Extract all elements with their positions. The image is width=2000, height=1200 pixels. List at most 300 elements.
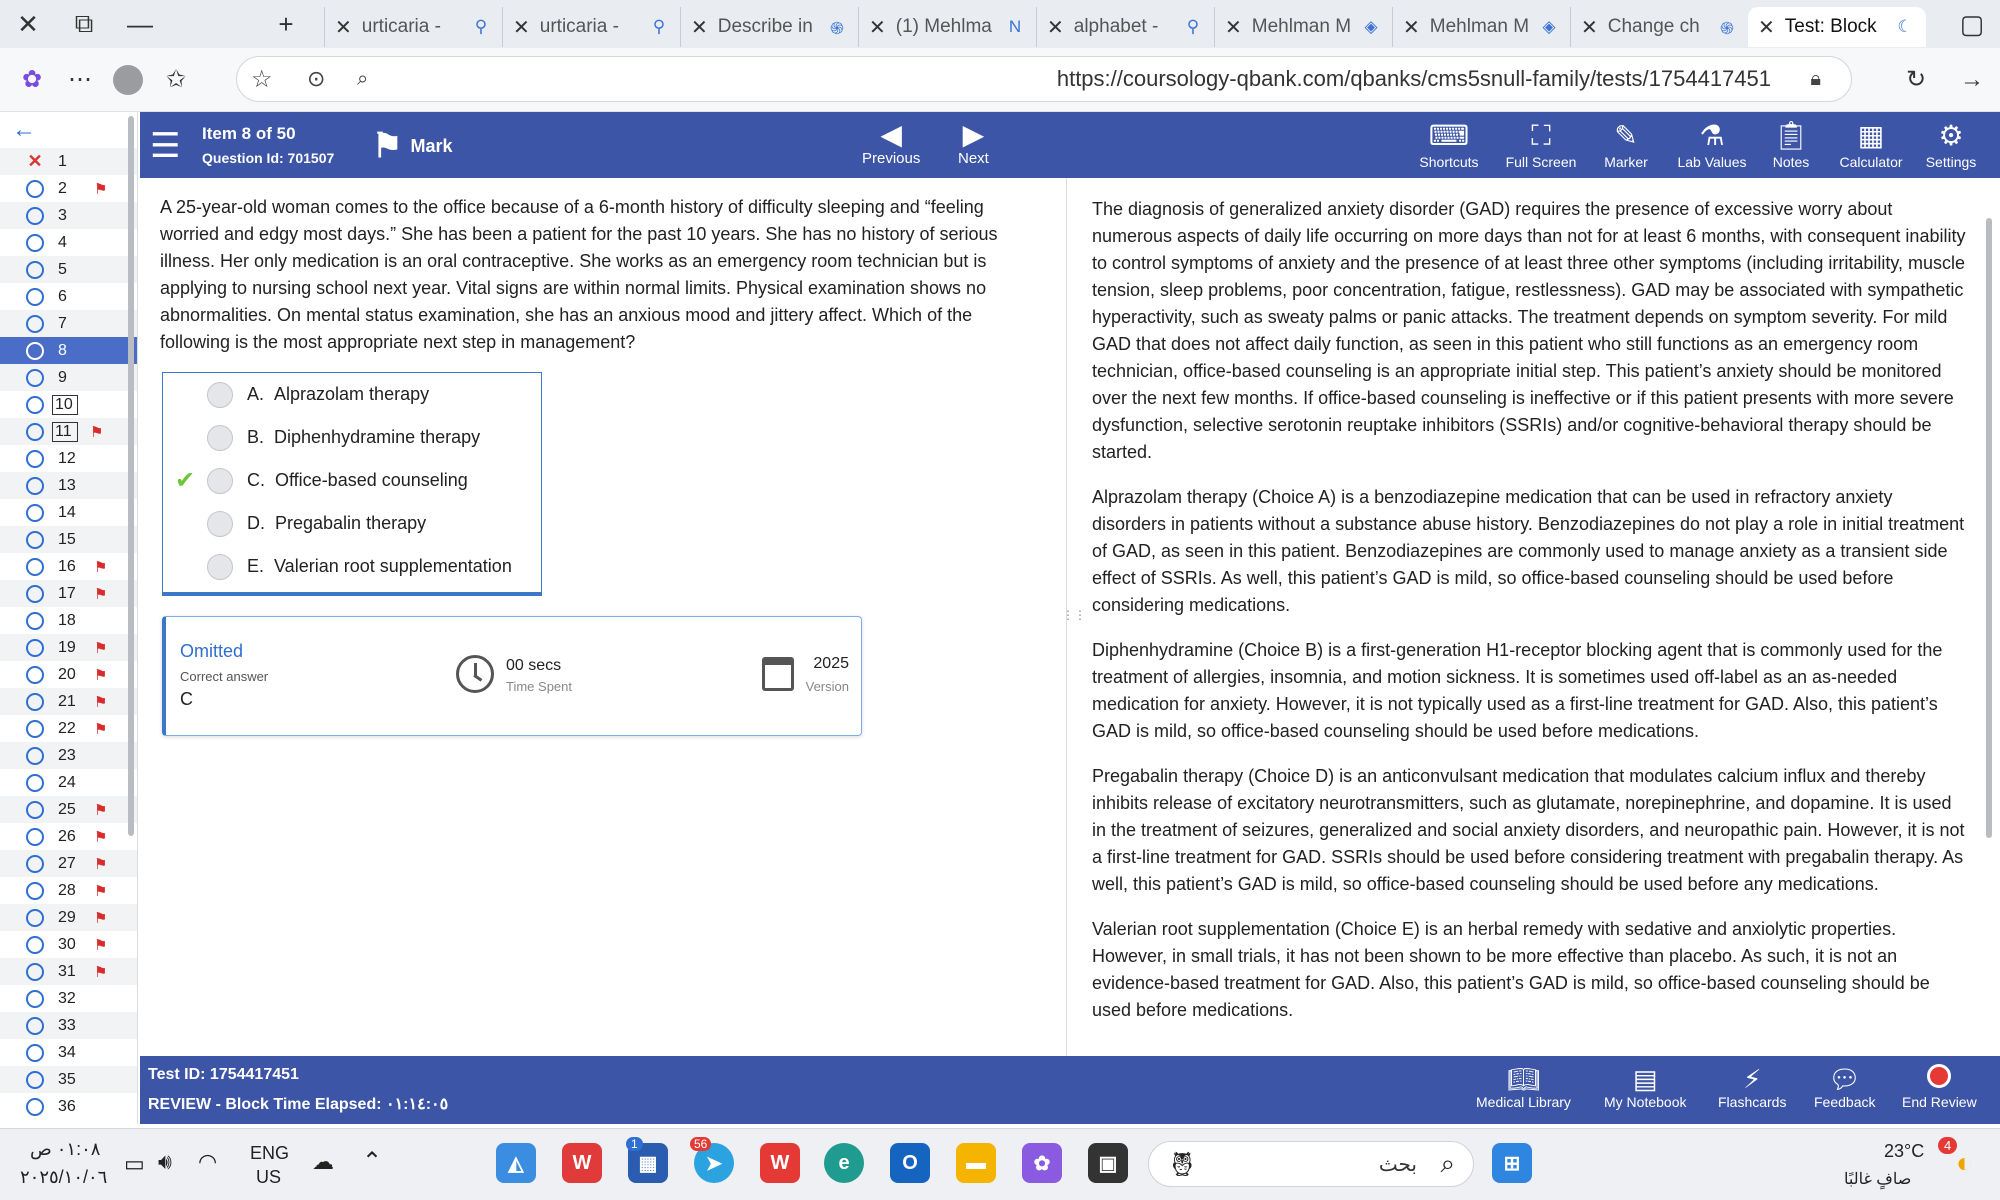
lab-values-label: Lab Values: [1677, 154, 1747, 170]
question-number: 27: [58, 854, 76, 872]
question-number: 10: [52, 395, 78, 415]
question-nav-item[interactable]: [0, 661, 137, 688]
result-card: [162, 616, 862, 736]
status-circle-icon: [26, 450, 44, 468]
settings-label: Settings: [1925, 154, 1977, 170]
question-nav-item[interactable]: [0, 175, 137, 202]
question-number: 30: [58, 935, 76, 953]
favorite-star-icon[interactable]: ☆: [251, 65, 273, 93]
question-nav-item[interactable]: [0, 148, 137, 175]
lock-icon: 🔒︎: [1810, 67, 1821, 90]
feedback-label: Feedback: [1814, 1094, 1876, 1110]
tab-title: Change ch: [1607, 16, 1700, 37]
marker-button[interactable]: [1581, 118, 1671, 170]
my-notebook-label: My Notebook: [1604, 1094, 1687, 1110]
question-number: 31: [58, 962, 76, 980]
notion-icon: N: [1008, 17, 1022, 36]
close-tab-icon[interactable]: ✕: [869, 16, 886, 39]
omitted-status: Omitted: [180, 641, 244, 661]
question-nav-item[interactable]: [0, 418, 137, 445]
status-circle-icon: [26, 315, 44, 333]
choice-text: Alprazolam therapy: [274, 384, 430, 404]
question-number: 22: [58, 719, 76, 737]
question-number: 28: [58, 881, 76, 899]
marker-label: Marker: [1604, 154, 1648, 170]
question-nav-item[interactable]: [0, 391, 137, 418]
status-circle-icon: [26, 585, 44, 603]
question-number: 17: [58, 584, 76, 602]
status-circle-icon: [26, 747, 44, 765]
question-number: 15: [58, 530, 76, 548]
more-icon[interactable]: ⋯: [68, 66, 92, 93]
search-icon: ⚲: [474, 17, 488, 36]
radio-button[interactable]: [207, 382, 233, 408]
question-number: 13: [58, 476, 76, 494]
explanation-paragraph: Diphenhydramine (Choice B) is a first-generation H1-receptor blocking agent that is commonly used for the treatment of allergies, insomnia, and motion sickness. It is sometimes used off-label as an as-needed medication for anxiety. However, it is not typically used as a first-line treatment for GAD. Also, this patient’s GAD is mild, so office-based counseling should be used before medications.: [1092, 640, 1943, 741]
question-nav-item[interactable]: [0, 958, 137, 985]
question-number: 19: [58, 638, 76, 656]
tab-title: urticaria -: [361, 16, 441, 37]
browser-tab[interactable]: [1392, 7, 1570, 47]
answer-choices: [162, 372, 542, 596]
explanation-paragraph: Alprazolam therapy (Choice A) is a benzodiazepine medication that can be used in refractory anxiety disorders in patients without a substance abuse history. Benzodiazepines do not play a role in initial treatment of GAD, as seen in this patient. Benzodiazepines are commonly used to manage anxiety as a transient side effect of SSRIs. As well, this patient’s GAD is mild, so office-based counseling should be used before considering medications.: [1092, 487, 1965, 615]
choice-text: Valerian root supplementation: [274, 556, 512, 576]
owl-icon: 🦉︎: [1167, 1151, 1198, 1178]
end-review-button[interactable]: [1902, 1064, 1977, 1110]
browser-tab[interactable]: [680, 7, 858, 47]
answer-choice[interactable]: [163, 373, 541, 416]
shortcuts-button[interactable]: [1404, 118, 1494, 170]
flag-icon: ⚑: [94, 585, 108, 603]
flag-icon: ⚑: [94, 855, 108, 873]
telegram-app-icon[interactable]: ➤: [694, 1143, 734, 1183]
question-number: 1: [58, 152, 67, 170]
status-circle-icon: [26, 666, 44, 684]
back-arrow-icon[interactable]: ←: [12, 116, 36, 143]
browser-tab[interactable]: [858, 7, 1036, 47]
question-nav-item[interactable]: [0, 202, 137, 229]
flag-icon: ⚑: [94, 180, 108, 198]
question-number: 20: [58, 665, 76, 683]
question-number: 14: [58, 503, 76, 521]
status-circle-icon: [26, 828, 44, 846]
calculator-label: Calculator: [1839, 154, 1903, 170]
os-taskbar: [0, 1128, 2000, 1200]
store-app-icon[interactable]: ▦: [628, 1143, 668, 1183]
mark-label: Mark: [410, 135, 453, 156]
new-tab-button[interactable]: +: [278, 8, 294, 39]
search-icon: ⚲: [652, 17, 666, 36]
question-nav-item[interactable]: [0, 472, 137, 499]
marker-icon: ✎: [1614, 120, 1638, 151]
browser-tab[interactable]: [1214, 7, 1392, 47]
question-number: 23: [58, 746, 76, 764]
battery-icon[interactable]: ▭: [124, 1151, 145, 1176]
speech-bubble-icon: 💬︎: [1828, 1064, 1862, 1094]
gear-icon: ⚙: [1938, 120, 1964, 151]
question-number: 5: [58, 260, 67, 278]
wifi-icon[interactable]: ◠: [198, 1149, 218, 1174]
question-nav-item[interactable]: [0, 1066, 137, 1093]
time-spent-label: Time Spent: [506, 679, 572, 694]
question-number: 33: [58, 1016, 76, 1034]
question-nav-item[interactable]: [0, 931, 137, 958]
question-nav-item[interactable]: [0, 877, 137, 904]
radio-button[interactable]: [207, 511, 233, 537]
status-circle-icon: [26, 180, 44, 198]
version-value: 2025: [813, 655, 849, 672]
temperature[interactable]: 23°C: [1884, 1141, 1925, 1161]
status-circle-icon: [26, 288, 44, 306]
status-circle-icon: [26, 1071, 44, 1089]
previous-arrow-icon: ◀: [880, 119, 902, 150]
time-spent-value: 00 secs: [506, 657, 562, 674]
photos-app-icon[interactable]: ◭: [496, 1143, 536, 1183]
question-nav-item[interactable]: [0, 985, 137, 1012]
tab-title: Mehlman M: [1251, 16, 1352, 37]
radio-button[interactable]: [207, 468, 233, 494]
status-circle-icon: [26, 1017, 44, 1035]
question-number: 24: [58, 773, 76, 791]
answer-choice[interactable]: [163, 502, 541, 545]
status-circle-icon: [26, 558, 44, 576]
next-arrow-icon: ▶: [962, 119, 985, 150]
question-nav-item[interactable]: [0, 634, 137, 661]
minimize-icon[interactable]: —: [127, 8, 153, 39]
forward-icon[interactable]: →: [1960, 65, 1984, 93]
favorites-icon[interactable]: ✩: [165, 66, 187, 93]
avatar[interactable]: [104, 56, 152, 104]
question-number: 11: [52, 422, 78, 442]
question-nav-item[interactable]: [0, 715, 137, 742]
version-label: Version: [805, 679, 849, 694]
question-nav-item[interactable]: [0, 553, 137, 580]
lab-flask-icon: ⚗: [1699, 120, 1725, 151]
tab-title: Test: Block: [1784, 16, 1877, 37]
medical-library-label: Medical Library: [1476, 1094, 1571, 1110]
cloud-icon[interactable]: ☁: [312, 1149, 334, 1174]
tab-actions-icon[interactable]: ▢: [1959, 8, 1985, 39]
browser-tab[interactable]: [324, 7, 502, 47]
book-icon: 📖︎: [1506, 1064, 1540, 1094]
cube-icon: ◈: [1542, 17, 1556, 36]
question-number: 34: [58, 1043, 76, 1061]
question-number: 4: [58, 233, 67, 251]
question-nav-item[interactable]: [0, 229, 137, 256]
medical-library-button[interactable]: [1476, 1064, 1571, 1110]
outlook-app-icon[interactable]: O: [890, 1143, 930, 1183]
status-circle-icon: [26, 342, 44, 360]
question-nav-item[interactable]: [0, 283, 137, 310]
drag-handle-icon[interactable]: ⋮⋮: [1062, 608, 1086, 622]
incorrect-x-icon: ✕: [27, 151, 43, 171]
navigator-scrollbar[interactable]: [128, 116, 134, 836]
question-nav-item[interactable]: [0, 256, 137, 283]
calendar-icon: [762, 657, 794, 691]
status-circle-icon: [26, 855, 44, 873]
question-nav-item[interactable]: [0, 526, 137, 553]
status-circle-icon: [26, 1098, 44, 1116]
tab-title: (1) Mehlma: [895, 16, 992, 37]
notebook-icon: ▤: [1632, 1064, 1658, 1094]
question-number: 9: [58, 368, 67, 386]
choice-letter: C.: [247, 470, 265, 490]
clock-date[interactable]: ٢٠٢٥/١٠/٠٦: [20, 1167, 108, 1187]
correct-answer-value: C: [180, 689, 193, 709]
status-circle-icon: [26, 396, 44, 414]
tab-title: alphabet -: [1073, 16, 1159, 37]
flag-icon: ⚑: [94, 963, 108, 981]
status-circle-icon: [26, 990, 44, 1008]
radio-button[interactable]: [207, 425, 233, 451]
chevron-up-icon[interactable]: ⌃: [362, 1148, 383, 1175]
cube-icon: ◈: [1364, 17, 1378, 36]
status-circle-icon: [26, 234, 44, 252]
question-nav-item[interactable]: [0, 310, 137, 337]
question-number: 32: [58, 989, 76, 1007]
next-label: Next: [958, 150, 989, 167]
reader-icon[interactable]: ⊙: [307, 66, 326, 91]
chatgpt-icon: ֍: [1720, 18, 1734, 38]
flag-icon: ⚑: [94, 909, 108, 927]
menu-icon[interactable]: ☰: [150, 127, 181, 165]
question-nav-item[interactable]: [0, 499, 137, 526]
tab-title: Mehlman M: [1429, 16, 1530, 37]
start-button[interactable]: ⊞: [1492, 1143, 1532, 1183]
explanation-paragraph: Pregabalin therapy (Choice D) is an anticonvulsant medication that modulates calcium influx and thereby inhibits release of excitatory neurotransmitters, such as glutamate, norepinephrine, and dopamine. It is used in the treatment of seizures, generalized and social anxiety disorders, and neuropathic pain. However, it is not a first-line treatment for GAD. SSRIs should be used before considering treatment with pregabalin therapy. As well, this patient’s GAD is mild, so office-based counseling should be used before any medications.: [1092, 766, 1965, 894]
lightning-icon: ⚡︎: [1743, 1064, 1762, 1094]
clock-icon: [456, 655, 494, 693]
flag-icon: ⚑: [94, 693, 108, 711]
status-circle-icon: [26, 207, 44, 225]
close-tab-icon[interactable]: ✕: [691, 16, 708, 39]
question-number: 21: [58, 692, 76, 710]
tab-title: Describe in: [717, 16, 813, 37]
status-circle-icon: [26, 774, 44, 792]
flag-icon: ⚑: [94, 801, 108, 819]
answer-choice[interactable]: [163, 459, 541, 502]
status-circle-icon: [26, 612, 44, 630]
clock-time[interactable]: ٠١:٠٨ ص: [30, 1139, 101, 1159]
answer-choice[interactable]: [163, 416, 541, 459]
choice-text: Office-based counseling: [275, 470, 468, 490]
stop-icon: [1902, 1064, 1977, 1094]
explanation-paragraph: The diagnosis of generalized anxiety disorder (GAD) requires the presence of excessive worry about numerous aspects of daily life occurring on more days than not for at least 6 months, with consequent inability to control symptoms of anxiety and the presence of at least three other symptoms (including irritability, muscle tension, sleep problems, poor concentration, fatigue, restlessness). GAD may be associated with sympathetic hyperactivity, such as sweaty palms or panic attacks. The treatment depends on symptom severity. For mild GAD that does not affect daily function, as seen in this patient who still functions as an emergency room technician, office-based counseling is an appropriate initial step. This patient’s anxiety should be monitored over the next few months. If office-based counseling is ineffective or if this patient presents with more severe dysfunction, selective serotonin reuptake inhibitors (SSRIs) and/or cognitive-behavioral therapy should be started.: [1092, 199, 1966, 462]
question-nav-item[interactable]: [0, 580, 137, 607]
close-tab-icon[interactable]: ✕: [513, 16, 530, 39]
checkmark-icon: ✔: [175, 467, 196, 494]
question-nav-item[interactable]: [0, 1093, 137, 1120]
full-screen-label: Full Screen: [1505, 154, 1577, 170]
clipboard-icon: 📋︎: [1773, 120, 1809, 151]
flag-icon: ⚑: [94, 666, 108, 684]
question-nav-item[interactable]: [0, 337, 137, 364]
close-tab-icon[interactable]: ✕: [1225, 16, 1242, 39]
question-number: 18: [58, 611, 76, 629]
language-top[interactable]: ENG: [250, 1143, 290, 1163]
settings-button[interactable]: [1906, 118, 1996, 170]
status-circle-icon: [26, 639, 44, 657]
status-circle-icon: [26, 936, 44, 954]
weather-condition[interactable]: صافٍ غالبًا: [1844, 1171, 1912, 1188]
notes-label: Notes: [1772, 154, 1810, 170]
wps-office-app-icon[interactable]: W: [760, 1143, 800, 1183]
question-stem: A 25-year-old woman comes to the office because of a 6-month history of difficulty sleeping and “feeling worried and edgy most days.” She has been a patient for the past 10 years. She has no history of serious illness. Her only medication is an oral contraceptive. She works as an emergency room technician but is applying to nursing school next year. Vital signs are within normal limits. Physical examination shows no abnormalities. On mental status examination, she has an anxious mood and jittery affect. Which of the following is the most appropriate next step in management?: [160, 197, 998, 352]
question-number: 35: [58, 1070, 76, 1088]
refresh-icon[interactable]: ↻: [1905, 66, 1927, 93]
item-counter: Item 8 of 50: [202, 124, 296, 143]
feedback-button[interactable]: [1814, 1064, 1875, 1110]
search-icon: ⌕: [1440, 1148, 1455, 1178]
close-window-icon[interactable]: ✕: [17, 8, 39, 39]
question-number: 26: [58, 827, 76, 845]
search-icon[interactable]: ⌕: [357, 67, 369, 90]
language-bottom[interactable]: US: [256, 1167, 282, 1187]
test-bottom-bar: [140, 1056, 2000, 1124]
browser-tab[interactable]: [1570, 7, 1748, 47]
browser-tab[interactable]: [502, 7, 680, 47]
status-circle-icon: [26, 477, 44, 495]
chatgpt-icon: ֍: [830, 18, 844, 38]
search-placeholder: بحث: [1378, 1154, 1417, 1176]
choice-text: Pregabalin therapy: [275, 513, 427, 533]
calculator-icon: ▦: [1857, 120, 1885, 151]
sleep-icon: ☾: [1897, 17, 1913, 36]
question-number: 16: [58, 557, 76, 575]
question-nav-item[interactable]: [0, 1039, 137, 1066]
browser-tab-bar: [0, 0, 2000, 48]
file-explorer-app-icon[interactable]: ▬: [956, 1143, 996, 1183]
status-circle-icon: [26, 963, 44, 981]
status-circle-icon: [26, 882, 44, 900]
taskbar-search[interactable]: [1148, 1141, 1474, 1187]
choice-letter: D.: [247, 513, 265, 533]
flag-icon: ⚑: [94, 882, 108, 900]
question-number: 2: [58, 179, 67, 197]
flag-icon: ⚑: [94, 720, 108, 738]
flag-icon: ⚑: [94, 828, 108, 846]
flag-icon: ⚑: [90, 423, 104, 441]
explanation-paragraph: Valerian root supplementation (Choice E) is an herbal remedy with sedative and anxiolytic properties. However, in small trials, it has not been shown to be more effective than placebo. As such, it is not an evidence-based treatment for GAD. Also, this patient’s GAD is mild, so office-based counseling should be used before medications.: [1092, 919, 1930, 1020]
tab-title: urticaria -: [539, 16, 619, 37]
status-circle-icon: [26, 369, 44, 387]
question-number: 3: [58, 206, 67, 224]
choice-letter: B.: [247, 427, 265, 447]
question-number: 7: [58, 314, 67, 332]
test-id: Test ID: 1754417451: [148, 1066, 299, 1083]
status-circle-icon: [26, 693, 44, 711]
explanation-scrollbar[interactable]: [1986, 218, 1992, 838]
edge-app-icon[interactable]: e: [824, 1143, 864, 1183]
question-number: 29: [58, 908, 76, 926]
question-nav-item[interactable]: [0, 688, 137, 715]
question-number: 8: [58, 341, 67, 359]
question-nav-item[interactable]: [0, 769, 137, 796]
question-id: Question Id: 701507: [202, 150, 335, 166]
status-circle-icon: [26, 801, 44, 819]
question-nav-item[interactable]: [0, 742, 137, 769]
search-icon: ⚲: [1186, 17, 1200, 36]
terminal-app-icon[interactable]: ▣: [1088, 1143, 1128, 1183]
question-number: 25: [58, 800, 76, 818]
answer-choice[interactable]: [163, 545, 541, 588]
status-circle-icon: [26, 504, 44, 522]
url-field[interactable]: [236, 56, 1852, 102]
weather-badge: 4: [1938, 1137, 1957, 1154]
calculator-button[interactable]: [1826, 118, 1916, 170]
volume-icon[interactable]: 🔊︎: [158, 1149, 172, 1174]
status-circle-icon: [26, 909, 44, 927]
my-notebook-button[interactable]: [1604, 1064, 1686, 1110]
question-nav-item[interactable]: [0, 796, 137, 823]
choice-letter: A.: [247, 384, 265, 404]
question-nav-item[interactable]: [0, 607, 137, 634]
question-nav-item[interactable]: [0, 445, 137, 472]
radio-button[interactable]: [207, 554, 233, 580]
shortcuts-label: Shortcuts: [1419, 154, 1479, 170]
question-nav-item[interactable]: [0, 364, 137, 391]
workspaces-icon[interactable]: ⧉: [74, 8, 94, 38]
notes-button[interactable]: [1746, 118, 1836, 170]
store-badge: 1: [626, 1137, 643, 1151]
full-screen-icon: ⛶: [1531, 120, 1551, 151]
close-tab-icon[interactable]: ✕: [1403, 16, 1420, 39]
close-tab-icon[interactable]: ✕: [1581, 16, 1598, 39]
telegram-badge: 56: [690, 1137, 711, 1151]
close-tab-icon[interactable]: ✕: [1047, 16, 1064, 39]
question-nav-item[interactable]: [0, 850, 137, 877]
flashcards-label: Flashcards: [1718, 1094, 1787, 1110]
browser-tab[interactable]: [1036, 7, 1214, 47]
previous-label: Previous: [862, 150, 921, 167]
status-circle-icon: [26, 720, 44, 738]
question-nav-item[interactable]: [0, 904, 137, 931]
copilot-icon[interactable]: ✿: [21, 66, 43, 93]
url-text: https://coursology-qbank.com/qbanks/cms5snull-family/tests/1754417451: [1056, 66, 1771, 91]
browser-tab[interactable]: [1748, 7, 1926, 47]
question-pane: [140, 178, 1068, 1056]
choice-letter: E.: [247, 556, 265, 576]
question-navigator: [0, 112, 138, 1124]
mark-button[interactable]: [372, 126, 453, 166]
status-circle-icon: [26, 423, 44, 441]
close-tab-icon[interactable]: ✕: [335, 16, 352, 39]
full-screen-button[interactable]: [1496, 118, 1586, 170]
address-bar-row: [0, 48, 2000, 112]
question-nav-item[interactable]: [0, 823, 137, 850]
previous-button[interactable]: [862, 120, 920, 167]
wps-pdf-app-icon[interactable]: W: [562, 1143, 602, 1183]
flashcards-button[interactable]: [1718, 1064, 1786, 1110]
status-circle-icon: [26, 531, 44, 549]
close-tab-icon[interactable]: ✕: [1758, 16, 1775, 39]
sun-icon[interactable]: ◐: [1956, 1147, 1973, 1178]
status-circle-icon: [26, 1044, 44, 1062]
question-number: 36: [58, 1097, 76, 1115]
test-top-bar: [140, 112, 2000, 178]
question-nav-item[interactable]: [0, 1012, 137, 1039]
flag-icon: ⚑: [94, 936, 108, 954]
block-time-elapsed: REVIEW - Block Time Elapsed: ٠١:١٤:٠٥: [148, 1096, 449, 1113]
flag-icon: ⚑: [94, 558, 108, 576]
question-number: 6: [58, 287, 67, 305]
keyboard-icon: ⌨: [1428, 120, 1470, 151]
lab-values-button[interactable]: [1667, 118, 1757, 170]
copilot-app-icon[interactable]: ✿: [1022, 1143, 1062, 1183]
next-button[interactable]: [958, 120, 989, 167]
flag-icon: ⚑: [372, 127, 403, 165]
end-review-label: End Review: [1902, 1094, 1977, 1110]
